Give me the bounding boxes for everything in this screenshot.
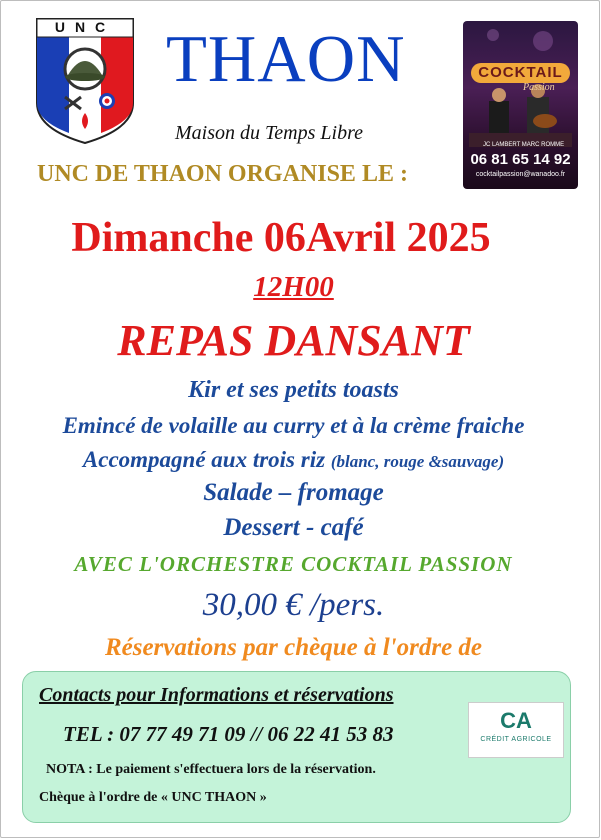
cheque-note: Chèque à l'ordre de « UNC THAON »: [39, 790, 267, 805]
band-poster-image: [463, 21, 578, 189]
price: 30,00 € /pers.: [202, 587, 385, 623]
poster-phone: 06 81 65 14 92: [470, 151, 571, 168]
payment-note: NOTA : Le paiement s'effectuera lors de la réservation.: [46, 762, 376, 777]
event-date: Dimanche 06Avril 2025: [71, 215, 491, 261]
bank-logo-mark: CA: [500, 708, 532, 733]
credit-agricole-logo: [468, 702, 564, 758]
contact-phone: TEL : 07 77 49 71 09 // 06 22 41 53 83: [63, 722, 394, 746]
menu-item-main: Emincé de volaille au curry et à la crème fraiche: [62, 413, 525, 438]
poster-title: COCKTAIL: [471, 63, 570, 83]
contact-heading: Contacts pour Informations et réservations: [39, 684, 394, 706]
contact-box: [22, 671, 571, 823]
poster-email: cocktailpassion@wanadoo.fr: [475, 171, 566, 178]
menu-item-side-detail: (blanc, rouge &sauvage): [330, 452, 505, 471]
bank-name: CRÉDIT AGRICOLE: [480, 736, 552, 743]
event-time: 12H00: [253, 271, 334, 303]
poster-subtitle: Passion: [523, 82, 555, 93]
menu-item-cheese: Salade – fromage: [203, 479, 384, 506]
menu-item-dessert: Dessert - café: [223, 514, 364, 541]
reservation-note: Réservations par chèque à l'ordre de: [104, 634, 483, 661]
menu-item-aperitif: Kir et ses petits toasts: [188, 377, 399, 403]
menu-item-side-main: Accompagné aux trois riz: [82, 447, 331, 472]
shield-text: UNC: [54, 19, 116, 35]
organizer-line: UNC DE THAON ORGANISE LE :: [37, 161, 408, 187]
venue-subtitle: Maison du Temps Libre: [175, 122, 363, 144]
menu-item-side: [1, 447, 586, 473]
page-title: THAON: [166, 22, 406, 96]
event-name: REPAS DANSANT: [117, 316, 470, 365]
unc-shield-logo: [35, 17, 135, 145]
poster-names: JC LAMBERT MARC ROMME: [483, 142, 565, 148]
orchestra-line: AVEC L'ORCHESTRE COCKTAIL PASSION: [74, 552, 513, 576]
